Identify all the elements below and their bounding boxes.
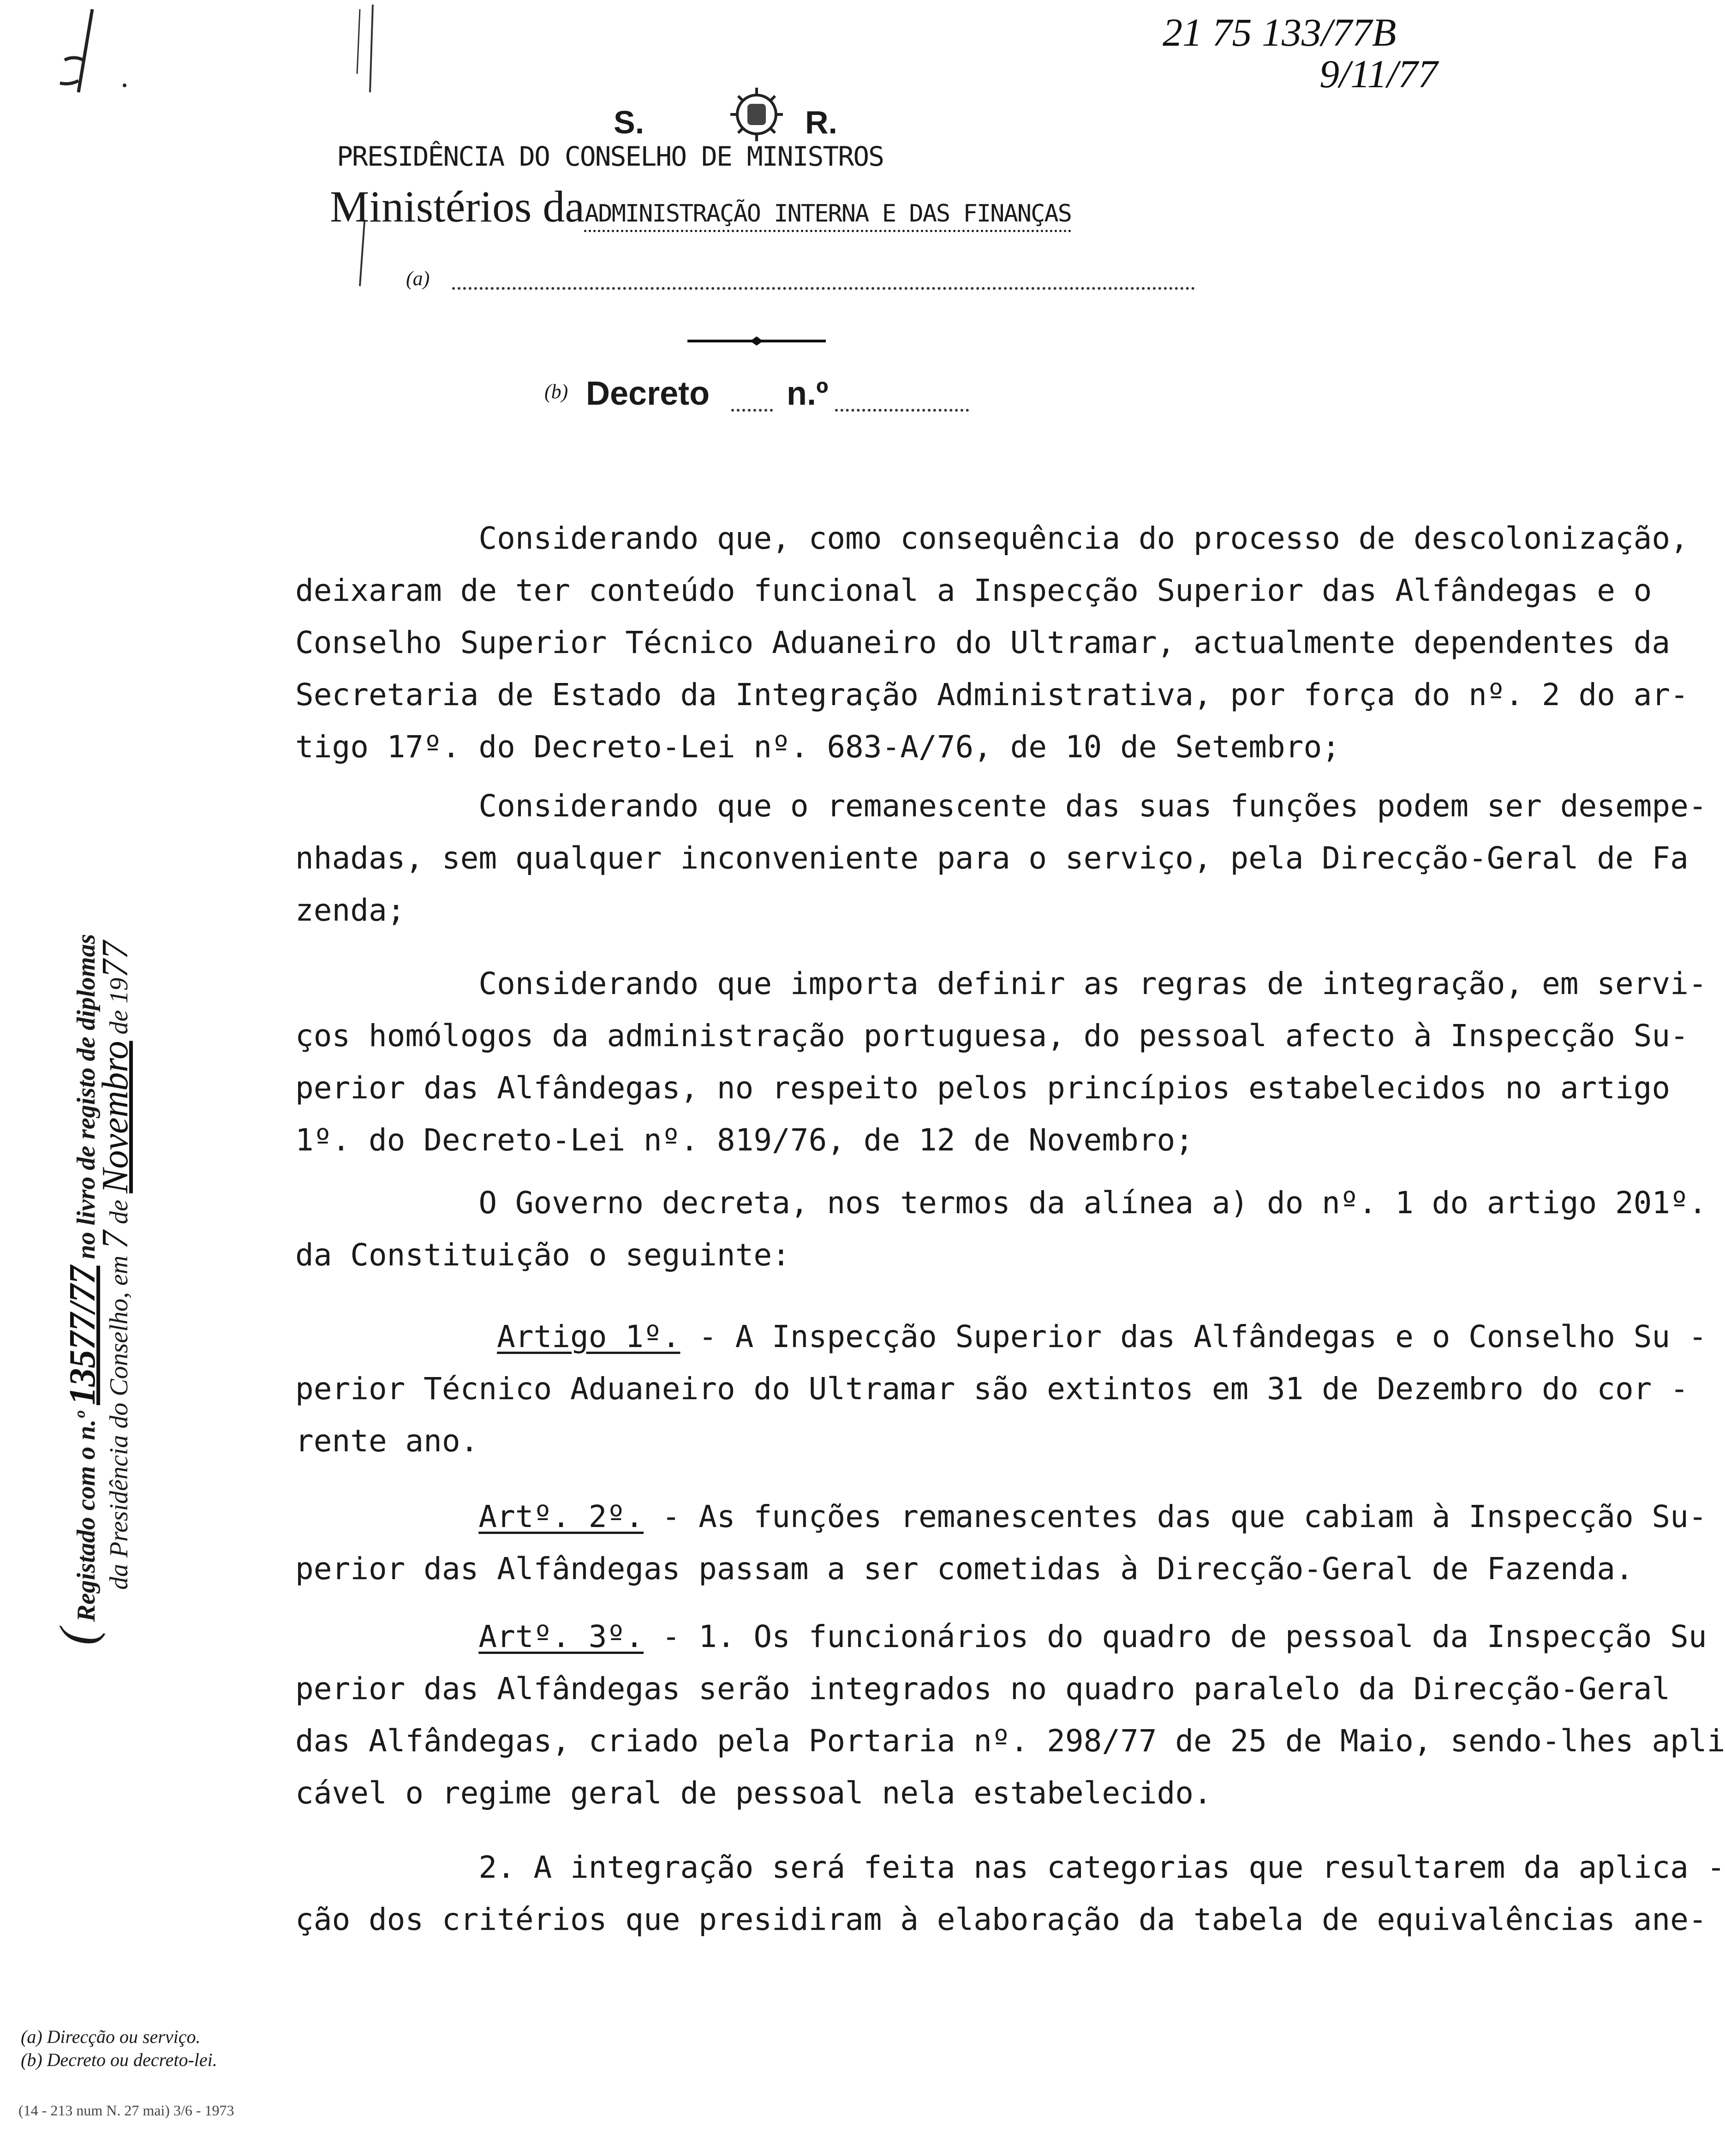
- decree-enacting-clause: [295, 1177, 1707, 1281]
- text-line: Considerando que o remanescente das suas funções podem ser desempe-: [295, 788, 1707, 824]
- margin-handwritten-day: 7: [95, 1230, 136, 1249]
- preamble-paragraph-1: [295, 512, 1689, 773]
- ministerios-suffix: ADMINISTRAÇÃO INTERNA E DAS FINANÇAS: [584, 200, 1071, 228]
- text-line: nhadas, sem qualquer inconveniente para o serviço, pela Direcção-Geral de Fa: [295, 840, 1689, 876]
- margin-stamp-line1: ( Registado com o n.º 13577/77 no livro de registo de diplomas: [49, 934, 106, 1645]
- text-line: deixaram de ter conteúdo funcional a Inspecção Superior das Alfândegas e o: [295, 573, 1652, 608]
- text-line: O Governo decreta, nos termos da alínea a) do nº. 1 do artigo 201º.: [295, 1185, 1707, 1221]
- margin-handwritten-month: Novembro: [95, 1041, 136, 1193]
- text-line: ços homólogos da administração portuguesa, do pessoal afecto à Inspecção Su-: [295, 1018, 1689, 1054]
- footnote-b: (b) Decreto ou decreto-lei.: [21, 2049, 217, 2070]
- margin-stamp-line2: [95, 941, 137, 1590]
- presidencia-line: PRESIDÊNCIA DO CONSELHO DE MINISTROS: [337, 141, 884, 172]
- text-line: 2. A integração será feita nas categorias que resultarem da aplica -: [295, 1850, 1725, 1885]
- field-a-label: (a): [406, 267, 430, 290]
- margin-stamp-text1b: no livro de: [72, 1145, 101, 1259]
- handwritten-reference: 21 75 133/77B: [1163, 10, 1397, 54]
- handwritten-date: 9/11/77: [1319, 52, 1438, 96]
- text-line: Secretaria de Estado da Integração Administrativa, por força do nº. 2 do ar-: [295, 677, 1689, 713]
- text-line: perior das Alfândegas, no respeito pelos princípios estabelecidos no artigo: [295, 1070, 1671, 1106]
- scan-marks: [37, 0, 129, 138]
- article-2-text: - As funções remanescentes das que cabiam à Inspecção Su-: [643, 1499, 1707, 1534]
- decree-marker: (b): [544, 380, 568, 403]
- header-s: S.: [614, 104, 645, 140]
- text-line: tigo 17º. do Decreto-Lei nº. 683-A/76, de 10 de Setembro;: [295, 729, 1340, 765]
- preamble-paragraph-3: [295, 958, 1707, 1166]
- preamble-paragraph-2: [295, 780, 1707, 936]
- article-3: [295, 1611, 1725, 1819]
- text-line: perior das Alfândegas serão integrados no quadro paralelo da Direcção-Geral: [295, 1671, 1671, 1707]
- text-line: Considerando que importa definir as regras de integração, em servi-: [295, 966, 1707, 1001]
- scan-vertical-lines: [351, 0, 378, 323]
- ornamental-divider: [687, 335, 826, 347]
- article-1: [295, 1311, 1707, 1467]
- text-line: perior das Alfândegas passam a ser cometidas à Direcção-Geral de Fazenda.: [295, 1551, 1634, 1587]
- article-1-text: - A Inspecção Superior das Alfândegas e o Conselho Su -: [680, 1319, 1707, 1354]
- header-r: R.: [805, 104, 837, 140]
- text-line: 1º. do Decreto-Lei nº. 819/76, de 12 de Novembro;: [295, 1122, 1194, 1158]
- margin-handwritten-number: 13577/77: [62, 1265, 103, 1405]
- ministerios-prefix: Ministérios da: [330, 182, 585, 231]
- margin-stamp-text2a: da Presidência do Conselho, em: [105, 1255, 133, 1590]
- coat-of-arms-emblem: [727, 83, 787, 143]
- ministerios-line: [330, 181, 1071, 232]
- footnote-a: (a) Direcção ou serviço.: [21, 2026, 201, 2047]
- margin-handwritten-year: 77: [95, 940, 136, 978]
- text-line: ção dos critérios que presidiram à elaboração da tabela de equivalências ane-: [295, 1902, 1707, 1937]
- article-3-text: - 1. Os funcionários do quadro de pessoal da Inspecção Su: [643, 1619, 1707, 1654]
- article-3-label: Artº. 3º.: [478, 1619, 644, 1654]
- margin-stamp-text1a: Registado com o n.º: [72, 1411, 101, 1622]
- article-2-label: Artº. 2º.: [478, 1499, 644, 1534]
- text-line: zenda;: [295, 892, 406, 928]
- text-line: Conselho Superior Técnico Aduaneiro do Ultramar, actualmente dependentes da: [295, 625, 1671, 660]
- decree-dotted-line: [731, 409, 773, 412]
- decree-word: Decreto: [586, 375, 710, 412]
- text-line: das Alfândegas, criado pela Portaria nº. 298/77 de 25 de Maio, sendo-lhes apli: [295, 1723, 1725, 1759]
- article-2: [295, 1491, 1707, 1595]
- margin-stamp-text2c: de 19: [105, 977, 133, 1035]
- text-line: rente ano.: [295, 1423, 479, 1459]
- text-line: da Constituição o seguinte:: [295, 1237, 790, 1273]
- margin-stamp-text2b: de: [105, 1199, 133, 1224]
- article-3-item-2: [295, 1841, 1725, 1946]
- article-1-label: Artigo 1º.: [497, 1319, 680, 1354]
- field-a-dotted-line: [452, 287, 1195, 290]
- text-line: cável o regime geral de pessoal nela estabelecido.: [295, 1775, 1212, 1811]
- margin-registration-stamp: [44, 445, 141, 1645]
- text-line: perior Técnico Aduaneiro do Ultramar são extintos em 31 de Dezembro do cor -: [295, 1371, 1689, 1407]
- text-line: Considerando que, como consequência do processo de descolonização,: [295, 521, 1689, 556]
- margin-stamp-text1c: registo de diplomas: [72, 934, 101, 1139]
- decree-number-dotted-line: [835, 409, 969, 412]
- decree-number-label: n.º: [787, 375, 829, 412]
- print-code: (14 - 213 num N. 27 mai) 3/6 - 1973: [18, 2102, 234, 2119]
